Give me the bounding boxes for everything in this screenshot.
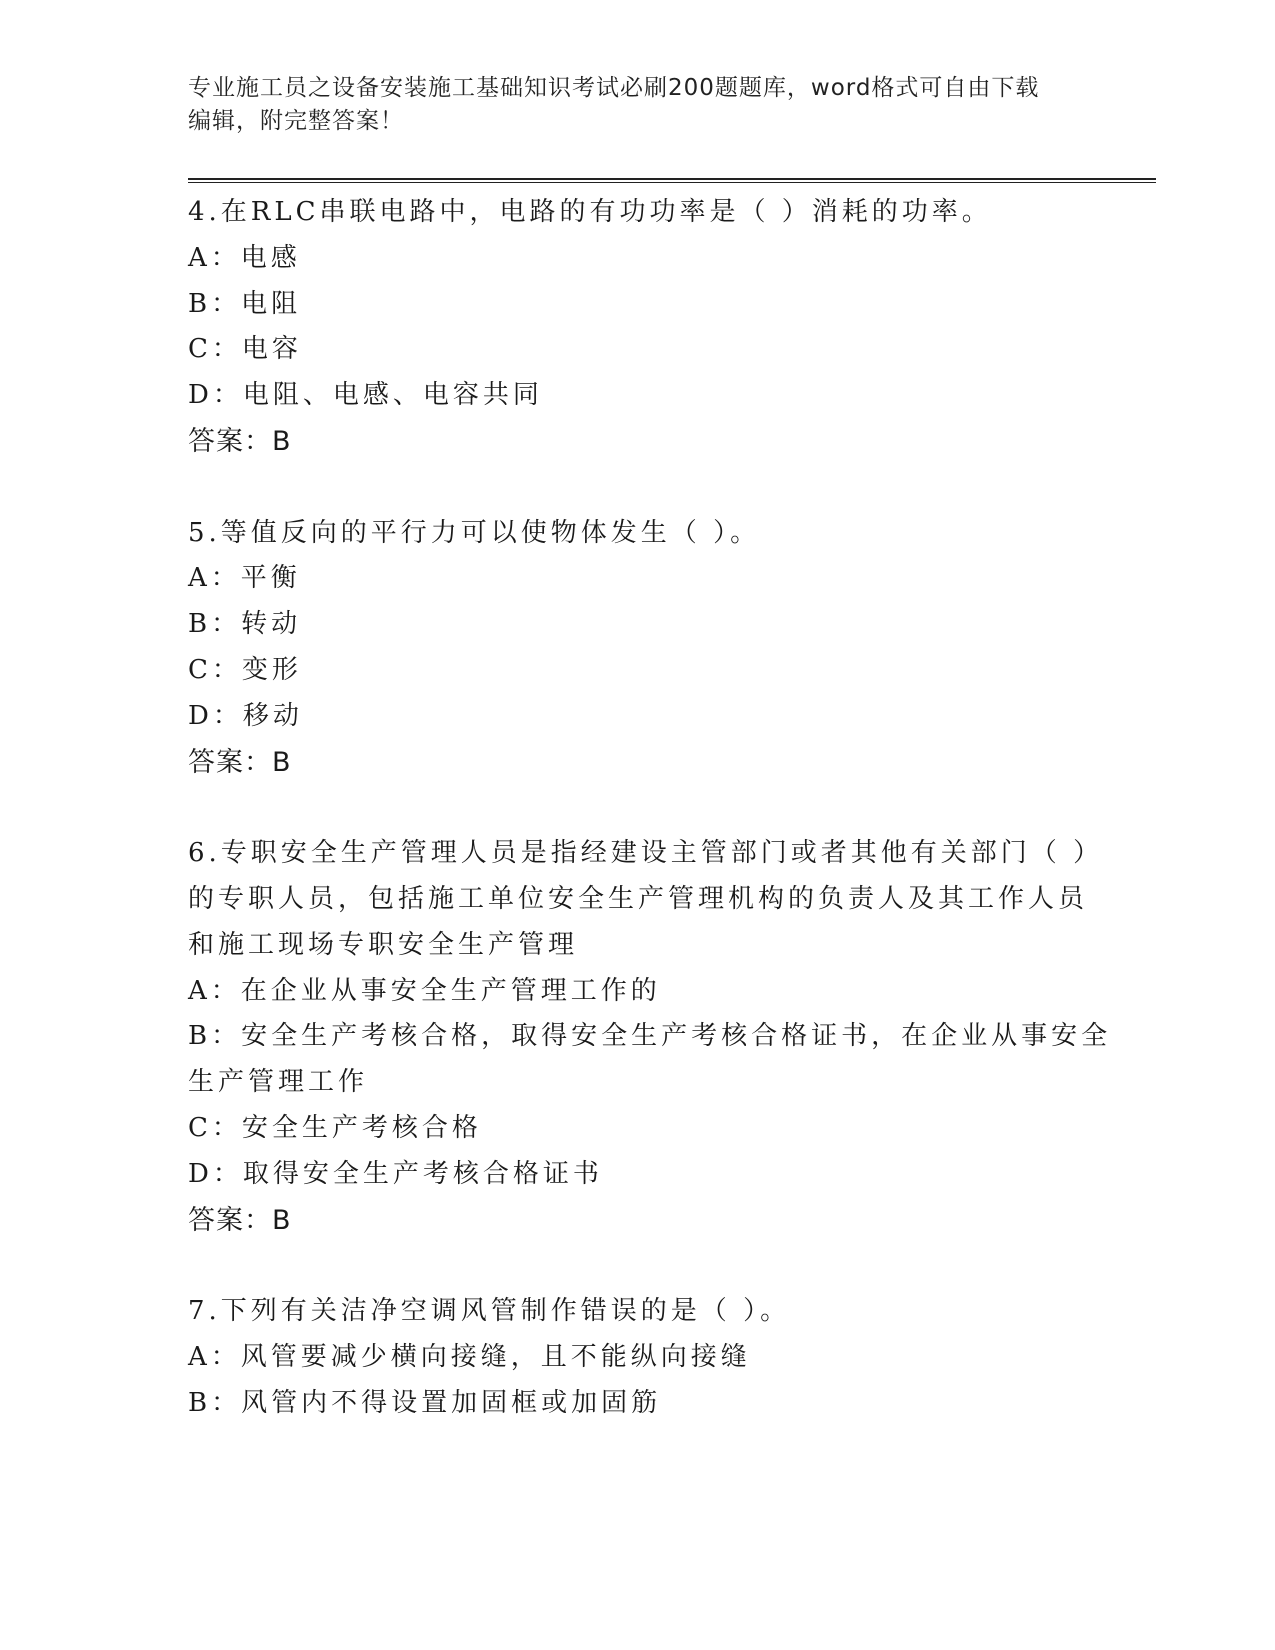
question-spacer <box>188 1243 1088 1289</box>
answer-option-line: C：电容 <box>188 334 302 365</box>
question-stem <box>188 1289 1088 1335</box>
answer-option <box>188 1152 1088 1198</box>
document-page <box>188 0 1158 1650</box>
question-stem-line: 7.下列有关洁净空调风管制作错误的是（ ）。 <box>188 1296 791 1327</box>
answer-option-line: D：移动 <box>188 700 303 731</box>
answer-option-line: A：平衡 <box>188 563 301 594</box>
question-list <box>188 190 1112 1427</box>
answer-option-line: B：风管内不得设置加固框或加固筋 <box>188 1387 662 1418</box>
answer-option <box>188 694 1088 740</box>
question-block <box>188 831 1112 1243</box>
answer-option-line: C：变形 <box>188 654 302 685</box>
question-block <box>188 511 1088 786</box>
question-spacer <box>188 785 1088 831</box>
answer-option-line: B：转动 <box>188 609 302 640</box>
answer-option-line: B：电阻 <box>188 288 302 319</box>
question-stem <box>188 511 1088 557</box>
answer-option-line: A：风管要减少横向接缝，且不能纵向接缝 <box>188 1341 751 1372</box>
answer-key: 答案：B <box>188 1204 292 1236</box>
question-block <box>188 1289 1088 1426</box>
answer-option <box>188 373 1088 419</box>
answer-option <box>188 1335 1088 1381</box>
answer-option <box>188 969 1088 1015</box>
answer-option-line: C：安全生产考核合格 <box>188 1112 482 1143</box>
header-line-1: 专业施工员之设备安装施工基础知识考试必刷200题题库，word格式可自由下载 <box>188 75 1040 101</box>
header-rule <box>188 178 1156 183</box>
answer-key: 答案：B <box>188 425 292 457</box>
header-line-2: 编辑，附完整答案！ <box>188 108 404 134</box>
answer-option-line: B：安全生产考核合格，取得安全生产考核合格证书，在企业从事安全 <box>188 1021 1112 1052</box>
answer-option-line: D：电阻、电感、电容共同 <box>188 380 543 411</box>
question-stem-line: 5.等值反向的平行力可以使物体发生（ ）。 <box>188 517 761 548</box>
answer-option <box>188 282 1088 328</box>
question-stem-line: 4.在RLC串联电路中，电路的有功功率是（ ）消耗的功率。 <box>188 197 992 227</box>
answer-option-line: A：在企业从事安全生产管理工作的 <box>188 975 661 1006</box>
question-stem-line: 和施工现场专职安全生产管理 <box>188 929 579 960</box>
answer-option <box>188 1106 1088 1152</box>
answer-option <box>188 327 1088 373</box>
question-stem <box>188 831 1104 968</box>
answer-option-line: 生产管理工作 <box>188 1067 369 1098</box>
answer-option <box>188 1381 1088 1427</box>
question-stem-line: 6.专职安全生产管理人员是指经建设主管部门或者其他有关部门（ ） <box>188 838 1104 869</box>
question-stem-line: 的专职人员，包括施工单位安全生产管理机构的负责人及其工作人员 <box>188 883 1089 914</box>
answer-option <box>188 602 1088 648</box>
answer-key: 答案：B <box>188 746 292 778</box>
answer-option <box>188 1014 1112 1106</box>
question-spacer <box>188 465 1088 511</box>
document-header <box>188 72 1088 138</box>
answer-option <box>188 236 1088 282</box>
answer-option <box>188 648 1088 694</box>
question-block <box>188 190 1088 465</box>
answer-option-line: A：电感 <box>188 242 301 273</box>
answer-option <box>188 556 1088 602</box>
answer-option-line: D：取得安全生产考核合格证书 <box>188 1158 603 1189</box>
question-stem <box>188 190 1088 236</box>
